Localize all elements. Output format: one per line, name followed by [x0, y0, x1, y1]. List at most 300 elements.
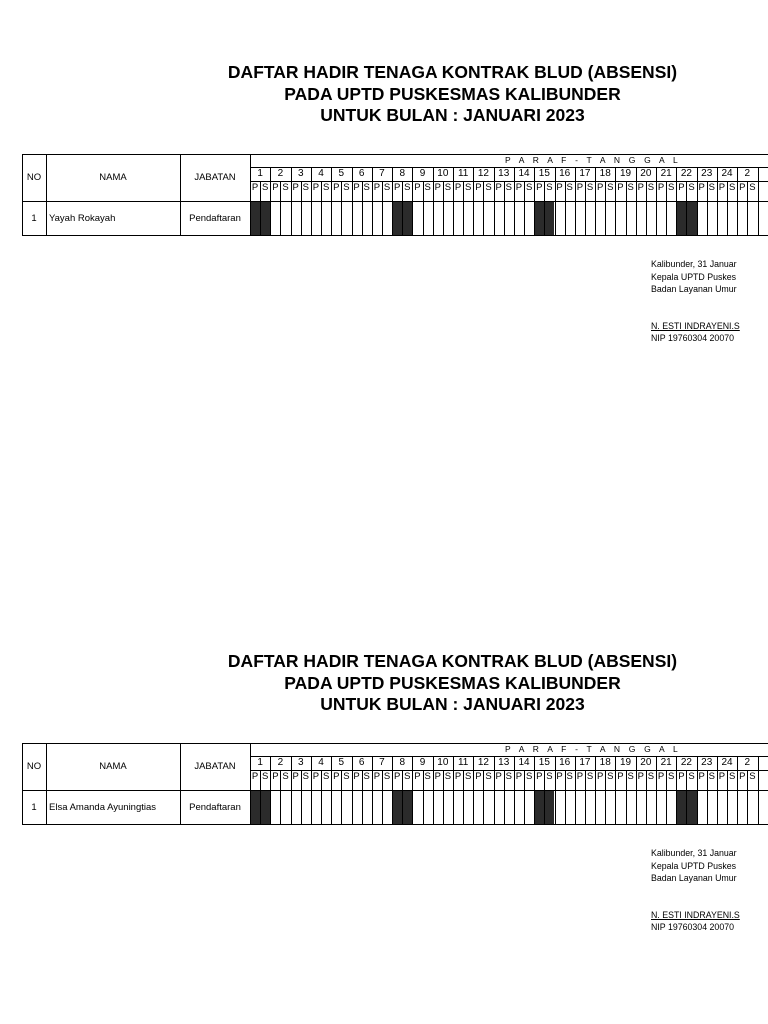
header-no: NO: [26, 761, 42, 772]
ps-label-s: S: [262, 771, 269, 782]
ps-label-s: S: [647, 182, 655, 193]
ps-label-s: S: [363, 771, 370, 782]
ps-label-s: S: [607, 182, 614, 193]
ps-label-s: S: [708, 182, 715, 193]
sheet-title: [190, 651, 715, 716]
day-column-border: [291, 756, 292, 825]
signature-place-date: Kalibunder, 31 Januar: [651, 259, 737, 269]
ps-label-s: S: [668, 771, 675, 782]
ps-sub-border: [646, 181, 647, 236]
day-column-border: [514, 756, 515, 825]
ps-label-s: S: [505, 182, 512, 193]
day-column-border: [575, 167, 576, 236]
ps-sub-border: [362, 181, 363, 236]
ps-sub-border: [341, 770, 342, 825]
day-column-border: [433, 167, 434, 236]
day-column-border: [615, 167, 616, 236]
ps-label-s: S: [465, 771, 472, 782]
day-number: 5: [338, 757, 345, 768]
day-number: 16: [559, 168, 571, 179]
day-number: 24: [721, 168, 733, 179]
row-no: 1: [31, 212, 37, 224]
signature-position-1: Kepala UPTD Puskes: [651, 860, 737, 871]
ps-label-p: P: [515, 771, 523, 782]
day-number: 9: [419, 168, 426, 179]
ps-sub-border: [727, 181, 728, 236]
ps-sub-border: [646, 770, 647, 825]
ps-label-s: S: [708, 771, 715, 782]
ps-label-p: P: [556, 771, 563, 782]
day-number: 16: [559, 757, 571, 768]
day-column-border: [494, 756, 495, 825]
ps-label-s: S: [749, 771, 756, 782]
day-column-border: [433, 756, 434, 825]
ps-label-p: P: [718, 771, 726, 782]
row-nama: Yayah Rokayah: [49, 212, 116, 224]
day-number: 1: [257, 168, 263, 179]
ps-sub-border: [666, 181, 667, 236]
ps-label-p: P: [536, 182, 543, 193]
ps-sub-border: [483, 770, 484, 825]
day-column-border: [717, 167, 718, 236]
ps-label-p: P: [657, 182, 665, 193]
day-number: 17: [579, 757, 591, 768]
column-border: [250, 154, 251, 236]
day-column-border: [534, 167, 535, 236]
day-number: 21: [660, 168, 672, 179]
attendance-sheet-1: [0, 62, 768, 412]
column-border: [22, 154, 23, 236]
ps-label-p: P: [333, 771, 340, 782]
ps-label-s: S: [262, 182, 269, 193]
ps-label-p: P: [373, 182, 381, 193]
day-column-border: [676, 167, 677, 236]
day-number: 7: [379, 168, 385, 179]
day-column-border: [575, 756, 576, 825]
day-number: 18: [599, 757, 611, 768]
ps-sub-border: [280, 181, 281, 236]
ps-label-p: P: [312, 771, 320, 782]
ps-label-s: S: [566, 771, 573, 782]
day-number: 20: [640, 168, 652, 179]
day-number: 11: [457, 168, 469, 179]
header-paraf-tanggal: P A R A F - T A N G G A L: [505, 744, 681, 754]
ps-label-s: S: [383, 771, 391, 782]
day-column-border: [311, 756, 312, 825]
ps-label-p: P: [292, 182, 299, 193]
ps-sub-border: [605, 181, 606, 236]
ps-label-s: S: [424, 771, 431, 782]
day-number: 2: [277, 168, 284, 179]
ps-label-s: S: [688, 182, 695, 193]
day-column-border: [636, 167, 637, 236]
day-column-border: [331, 756, 332, 825]
row-jabatan: Pendaftaran: [189, 212, 241, 224]
header-nama: NAMA: [99, 172, 127, 183]
ps-sub-border: [402, 770, 403, 825]
ps-label-s: S: [363, 182, 370, 193]
day-column-border: [697, 167, 698, 236]
ps-label-p: P: [576, 182, 584, 193]
ps-label-s: S: [404, 182, 411, 193]
ps-label-p: P: [596, 182, 604, 193]
ps-sub-border: [382, 181, 383, 236]
row-jabatan: Pendaftaran: [189, 801, 241, 813]
ps-label-s: S: [668, 182, 675, 193]
ps-sub-border: [565, 770, 566, 825]
day-number: 3: [297, 168, 304, 179]
column-border: [46, 743, 47, 825]
day-number: 7: [379, 757, 385, 768]
attendance-table: [0, 743, 768, 825]
ps-sub-border: [524, 770, 525, 825]
day-number: 13: [498, 757, 510, 768]
ps-label-s: S: [343, 182, 350, 193]
ps-label-s: S: [485, 182, 492, 193]
day-column-border: [352, 167, 353, 236]
ps-sub-border: [605, 770, 606, 825]
table-top-border: [22, 743, 768, 744]
day-column-border: [352, 756, 353, 825]
ps-sub-border: [341, 181, 342, 236]
ps-sub-border: [626, 770, 627, 825]
day-column-border: [453, 756, 454, 825]
ps-label-p: P: [637, 182, 644, 193]
day-column-border: [412, 756, 413, 825]
day-number: 22: [680, 757, 692, 768]
ps-label-p: P: [434, 182, 441, 193]
title-line-3: UNTUK BULAN : JANUARI 2023: [320, 694, 585, 714]
day-number: 13: [498, 168, 510, 179]
day-column-border: [311, 167, 312, 236]
title-line-2: PADA UPTD PUSKESMAS KALIBUNDER: [284, 83, 621, 104]
ps-label-p: P: [556, 182, 563, 193]
ps-label-p: P: [414, 771, 421, 782]
ps-label-s: S: [688, 771, 695, 782]
header-jabatan: JABATAN: [194, 761, 236, 772]
ps-label-s: S: [627, 182, 634, 193]
ps-row-border: [250, 770, 768, 771]
ps-sub-border: [321, 181, 322, 236]
ps-label-s: S: [485, 771, 492, 782]
ps-sub-border: [321, 770, 322, 825]
ps-sub-border: [544, 181, 545, 236]
day-number: 2: [744, 757, 751, 768]
ps-label-p: P: [292, 771, 299, 782]
ps-sub-border: [260, 770, 261, 825]
ps-sub-border: [463, 770, 464, 825]
ps-label-s: S: [525, 771, 533, 782]
day-number: 19: [619, 757, 632, 768]
day-number: 10: [437, 168, 449, 179]
ps-label-s: S: [505, 771, 512, 782]
day-column-border: [331, 167, 332, 236]
day-column-border: [555, 756, 556, 825]
ps-label-s: S: [627, 771, 634, 782]
day-column-border: [555, 167, 556, 236]
ps-label-s: S: [586, 771, 594, 782]
day-column-border: [758, 756, 759, 825]
ps-label-s: S: [322, 771, 330, 782]
day-row-border: [250, 756, 768, 757]
day-column-border: [595, 756, 596, 825]
ps-label-p: P: [495, 182, 502, 193]
ps-label-p: P: [434, 771, 441, 782]
signature-position-2: Badan Layanan Umur: [651, 284, 737, 295]
day-column-border: [473, 756, 474, 825]
day-number: 20: [640, 757, 652, 768]
day-column-border: [453, 167, 454, 236]
ps-sub-border: [362, 770, 363, 825]
ps-label-s: S: [322, 182, 330, 193]
header-paraf-tanggal: P A R A F - T A N G G A L: [505, 155, 681, 165]
ps-sub-border: [301, 181, 302, 236]
day-column-border: [494, 167, 495, 236]
ps-label-p: P: [678, 771, 685, 782]
day-number: 9: [419, 757, 426, 768]
ps-label-s: S: [343, 771, 350, 782]
day-number: 8: [399, 168, 406, 179]
day-number: 14: [518, 168, 530, 179]
day-column-border: [615, 756, 616, 825]
ps-label-p: P: [251, 182, 259, 193]
day-number: 2: [277, 757, 284, 768]
ps-label-p: P: [739, 771, 746, 782]
ps-label-p: P: [515, 182, 523, 193]
ps-label-p: P: [576, 771, 584, 782]
day-column-border: [372, 756, 373, 825]
ps-label-p: P: [475, 182, 482, 193]
day-column-border: [514, 167, 515, 236]
day-number: 15: [538, 757, 550, 768]
ps-sub-border: [423, 770, 424, 825]
column-border: [180, 154, 181, 236]
day-column-border: [737, 167, 738, 236]
day-number: 23: [701, 168, 713, 179]
day-number: 6: [358, 168, 365, 179]
signature-position-1: Kepala UPTD Puskes: [651, 271, 737, 282]
day-number: 5: [338, 168, 345, 179]
signature-name: N. ESTI INDRAYENI.S: [651, 909, 740, 920]
ps-label-p: P: [657, 771, 665, 782]
day-column-border: [595, 167, 596, 236]
ps-sub-border: [524, 181, 525, 236]
day-number: 14: [518, 757, 530, 768]
day-number: 23: [701, 757, 713, 768]
day-column-border: [473, 167, 474, 236]
day-column-border: [291, 167, 292, 236]
ps-label-s: S: [282, 771, 289, 782]
ps-sub-border: [382, 770, 383, 825]
day-number: 11: [457, 757, 469, 768]
day-number: 4: [318, 757, 324, 768]
ps-sub-border: [402, 181, 403, 236]
day-column-border: [270, 167, 271, 236]
ps-sub-border: [727, 770, 728, 825]
ps-label-p: P: [617, 182, 624, 193]
day-number: 15: [538, 168, 550, 179]
day-column-border: [717, 756, 718, 825]
ps-label-s: S: [525, 182, 533, 193]
ps-label-p: P: [718, 182, 726, 193]
day-number: 1: [257, 757, 263, 768]
attendance-sheet-2: [0, 651, 768, 1001]
ps-label-s: S: [749, 182, 756, 193]
day-column-border: [392, 756, 393, 825]
day-number: 22: [680, 168, 692, 179]
ps-sub-border: [301, 770, 302, 825]
table-top-border: [22, 154, 768, 155]
ps-label-p: P: [495, 771, 502, 782]
day-number: 12: [477, 168, 489, 179]
ps-label-p: P: [353, 182, 360, 193]
ps-label-p: P: [393, 182, 401, 193]
column-border: [46, 154, 47, 236]
ps-label-s: S: [566, 182, 573, 193]
title-line-3: UNTUK BULAN : JANUARI 2023: [320, 105, 585, 125]
ps-sub-border: [747, 181, 748, 236]
day-number: 12: [477, 757, 489, 768]
day-column-border: [412, 167, 413, 236]
signature-place-date: Kalibunder, 31 Januar: [651, 848, 737, 858]
day-number: 8: [399, 757, 406, 768]
column-border: [22, 743, 23, 825]
ps-label-p: P: [617, 771, 624, 782]
day-number: 2: [744, 168, 751, 179]
ps-label-p: P: [373, 771, 381, 782]
ps-label-s: S: [302, 771, 309, 782]
ps-sub-border: [585, 770, 586, 825]
title-line-1: DAFTAR HADIR TENAGA KONTRAK BLUD (ABSENSI): [227, 651, 678, 671]
column-border: [250, 743, 251, 825]
ps-label-p: P: [596, 771, 604, 782]
ps-label-p: P: [536, 771, 543, 782]
day-number: 4: [318, 168, 324, 179]
ps-label-p: P: [637, 771, 644, 782]
ps-sub-border: [423, 181, 424, 236]
ps-label-p: P: [353, 771, 360, 782]
day-column-border: [636, 756, 637, 825]
sheet-title: [190, 62, 715, 127]
ps-label-s: S: [444, 182, 452, 193]
day-column-border: [656, 167, 657, 236]
ps-sub-border: [443, 181, 444, 236]
ps-label-s: S: [444, 771, 452, 782]
ps-label-s: S: [586, 182, 594, 193]
day-column-border: [372, 167, 373, 236]
ps-sub-border: [463, 181, 464, 236]
ps-label-p: P: [678, 182, 685, 193]
day-number: 6: [358, 757, 365, 768]
title-line-1: DAFTAR HADIR TENAGA KONTRAK BLUD (ABSENSI): [227, 62, 678, 82]
day-column-border: [737, 756, 738, 825]
ps-label-p: P: [454, 771, 462, 782]
ps-label-p: P: [251, 771, 259, 782]
signature-nip: NIP 19760304 20070: [651, 922, 734, 933]
day-number: 17: [579, 168, 591, 179]
ps-sub-border: [565, 181, 566, 236]
ps-label-s: S: [465, 182, 472, 193]
ps-sub-border: [626, 181, 627, 236]
day-number: 24: [721, 757, 733, 768]
day-column-border: [758, 167, 759, 236]
ps-sub-border: [443, 770, 444, 825]
ps-label-p: P: [475, 771, 482, 782]
ps-sub-border: [260, 181, 261, 236]
signature-block: [651, 258, 740, 345]
ps-label-p: P: [272, 771, 279, 782]
ps-label-s: S: [607, 771, 614, 782]
header-nama: NAMA: [99, 761, 127, 772]
ps-label-s: S: [302, 182, 309, 193]
ps-sub-border: [707, 770, 708, 825]
ps-label-p: P: [312, 182, 320, 193]
day-row-border: [250, 167, 768, 168]
title-line-2: PADA UPTD PUSKESMAS KALIBUNDER: [284, 672, 621, 693]
row-no: 1: [31, 801, 37, 813]
signature-name: N. ESTI INDRAYENI.S: [651, 320, 740, 331]
ps-sub-border: [666, 770, 667, 825]
ps-label-s: S: [546, 182, 553, 193]
ps-sub-border: [686, 181, 687, 236]
signature-block: [651, 847, 740, 934]
ps-label-p: P: [414, 182, 421, 193]
day-column-border: [534, 756, 535, 825]
ps-sub-border: [504, 181, 505, 236]
attendance-table: [0, 154, 768, 236]
ps-label-p: P: [454, 182, 462, 193]
ps-label-p: P: [698, 182, 705, 193]
ps-row-border: [250, 181, 768, 182]
header-jabatan: JABATAN: [194, 172, 236, 183]
day-number: 18: [599, 168, 611, 179]
ps-sub-border: [504, 770, 505, 825]
ps-label-p: P: [393, 771, 401, 782]
day-column-border: [697, 756, 698, 825]
ps-label-s: S: [647, 771, 655, 782]
ps-sub-border: [747, 770, 748, 825]
ps-sub-border: [707, 181, 708, 236]
signature-nip: NIP 19760304 20070: [651, 333, 734, 344]
ps-label-p: P: [698, 771, 705, 782]
ps-label-s: S: [546, 771, 553, 782]
day-number: 21: [660, 757, 672, 768]
ps-label-s: S: [424, 182, 431, 193]
ps-label-p: P: [739, 182, 746, 193]
ps-sub-border: [585, 181, 586, 236]
day-number: 19: [619, 168, 632, 179]
day-column-border: [392, 167, 393, 236]
ps-label-s: S: [404, 771, 411, 782]
day-column-border: [676, 756, 677, 825]
day-number: 10: [437, 757, 449, 768]
signature-position-2: Badan Layanan Umur: [651, 873, 737, 884]
ps-label-p: P: [272, 182, 279, 193]
ps-sub-border: [280, 770, 281, 825]
ps-label-s: S: [728, 771, 736, 782]
ps-label-s: S: [282, 182, 289, 193]
ps-label-p: P: [333, 182, 340, 193]
ps-label-s: S: [728, 182, 736, 193]
ps-sub-border: [544, 770, 545, 825]
ps-sub-border: [686, 770, 687, 825]
row-nama: Elsa Amanda Ayuningtias: [49, 801, 157, 813]
day-column-border: [270, 756, 271, 825]
ps-sub-border: [483, 181, 484, 236]
day-column-border: [656, 756, 657, 825]
header-no: NO: [26, 172, 42, 183]
day-number: 3: [297, 757, 304, 768]
